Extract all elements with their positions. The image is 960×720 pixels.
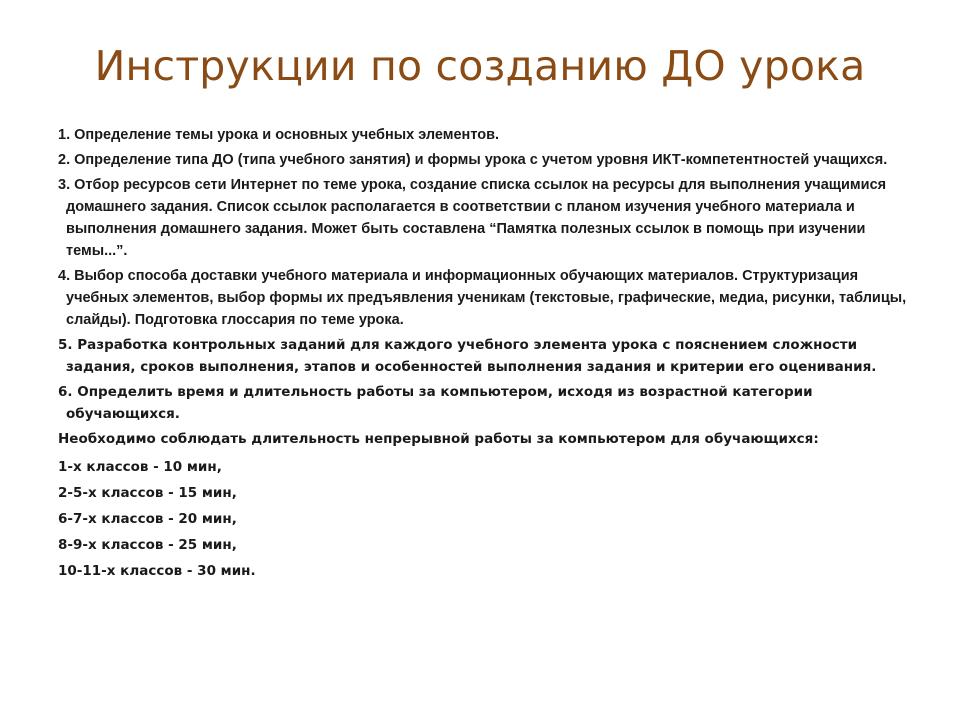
list-item: 3. Отбор ресурсов сети Интернет по теме урока, создание списка ссылок на ресурсы для выполнения учащимися домашнего задания. Список ссылок располагается в соответствии с планом изучения учебного материала и выполнения домашнего задания. Может быть составлена “Памятка полезных ссылок в помощь при изучении темы...”. (58, 177, 887, 259)
list-item: 2. Определение типа ДО (типа учебного занятия) и формы урока с учетом уровня ИКТ-компетентностей учащихся. (58, 152, 888, 168)
note-text: Необходимо соблюдать длительность непрерывной работы за компьютером для обучающихся: (58, 431, 819, 447)
slide-title: Инструкции по созданию ДО урока (94, 42, 866, 90)
list-item: 6. Определить время и длительность работы за компьютером, исходя из возрастной категории обучающихся. (58, 384, 813, 422)
list-item: 4. Выбор способа доставки учебного материала и информационных обучающих материалов. Структуризация учебных элементов, выбор формы их предъявления ученикам (текстовые, графические, медиа, рисунки, таблицы, слайды). Подготовка глоссария по теме урока. (58, 268, 907, 328)
age-limit-item: 2-5-х классов - 15 мин, (58, 485, 237, 501)
age-limit-item: 10-11-х классов - 30 мин. (58, 563, 256, 579)
age-limit-item: 1-х классов - 10 мин, (58, 459, 222, 475)
list-item: 5. Разработка контрольных заданий для каждого учебного элемента урока с пояснением сложности задания, сроков выполнения, этапов и особенностей выполнения задания и критерии его оценивания. (58, 337, 877, 375)
age-limit-item: 6-7-х классов - 20 мин, (58, 511, 237, 527)
slide-body (58, 124, 918, 586)
list-item: 1. Определение темы урока и основных учебных элементов. (58, 127, 500, 143)
age-limit-item: 8-9-х классов - 25 мин, (58, 537, 237, 553)
